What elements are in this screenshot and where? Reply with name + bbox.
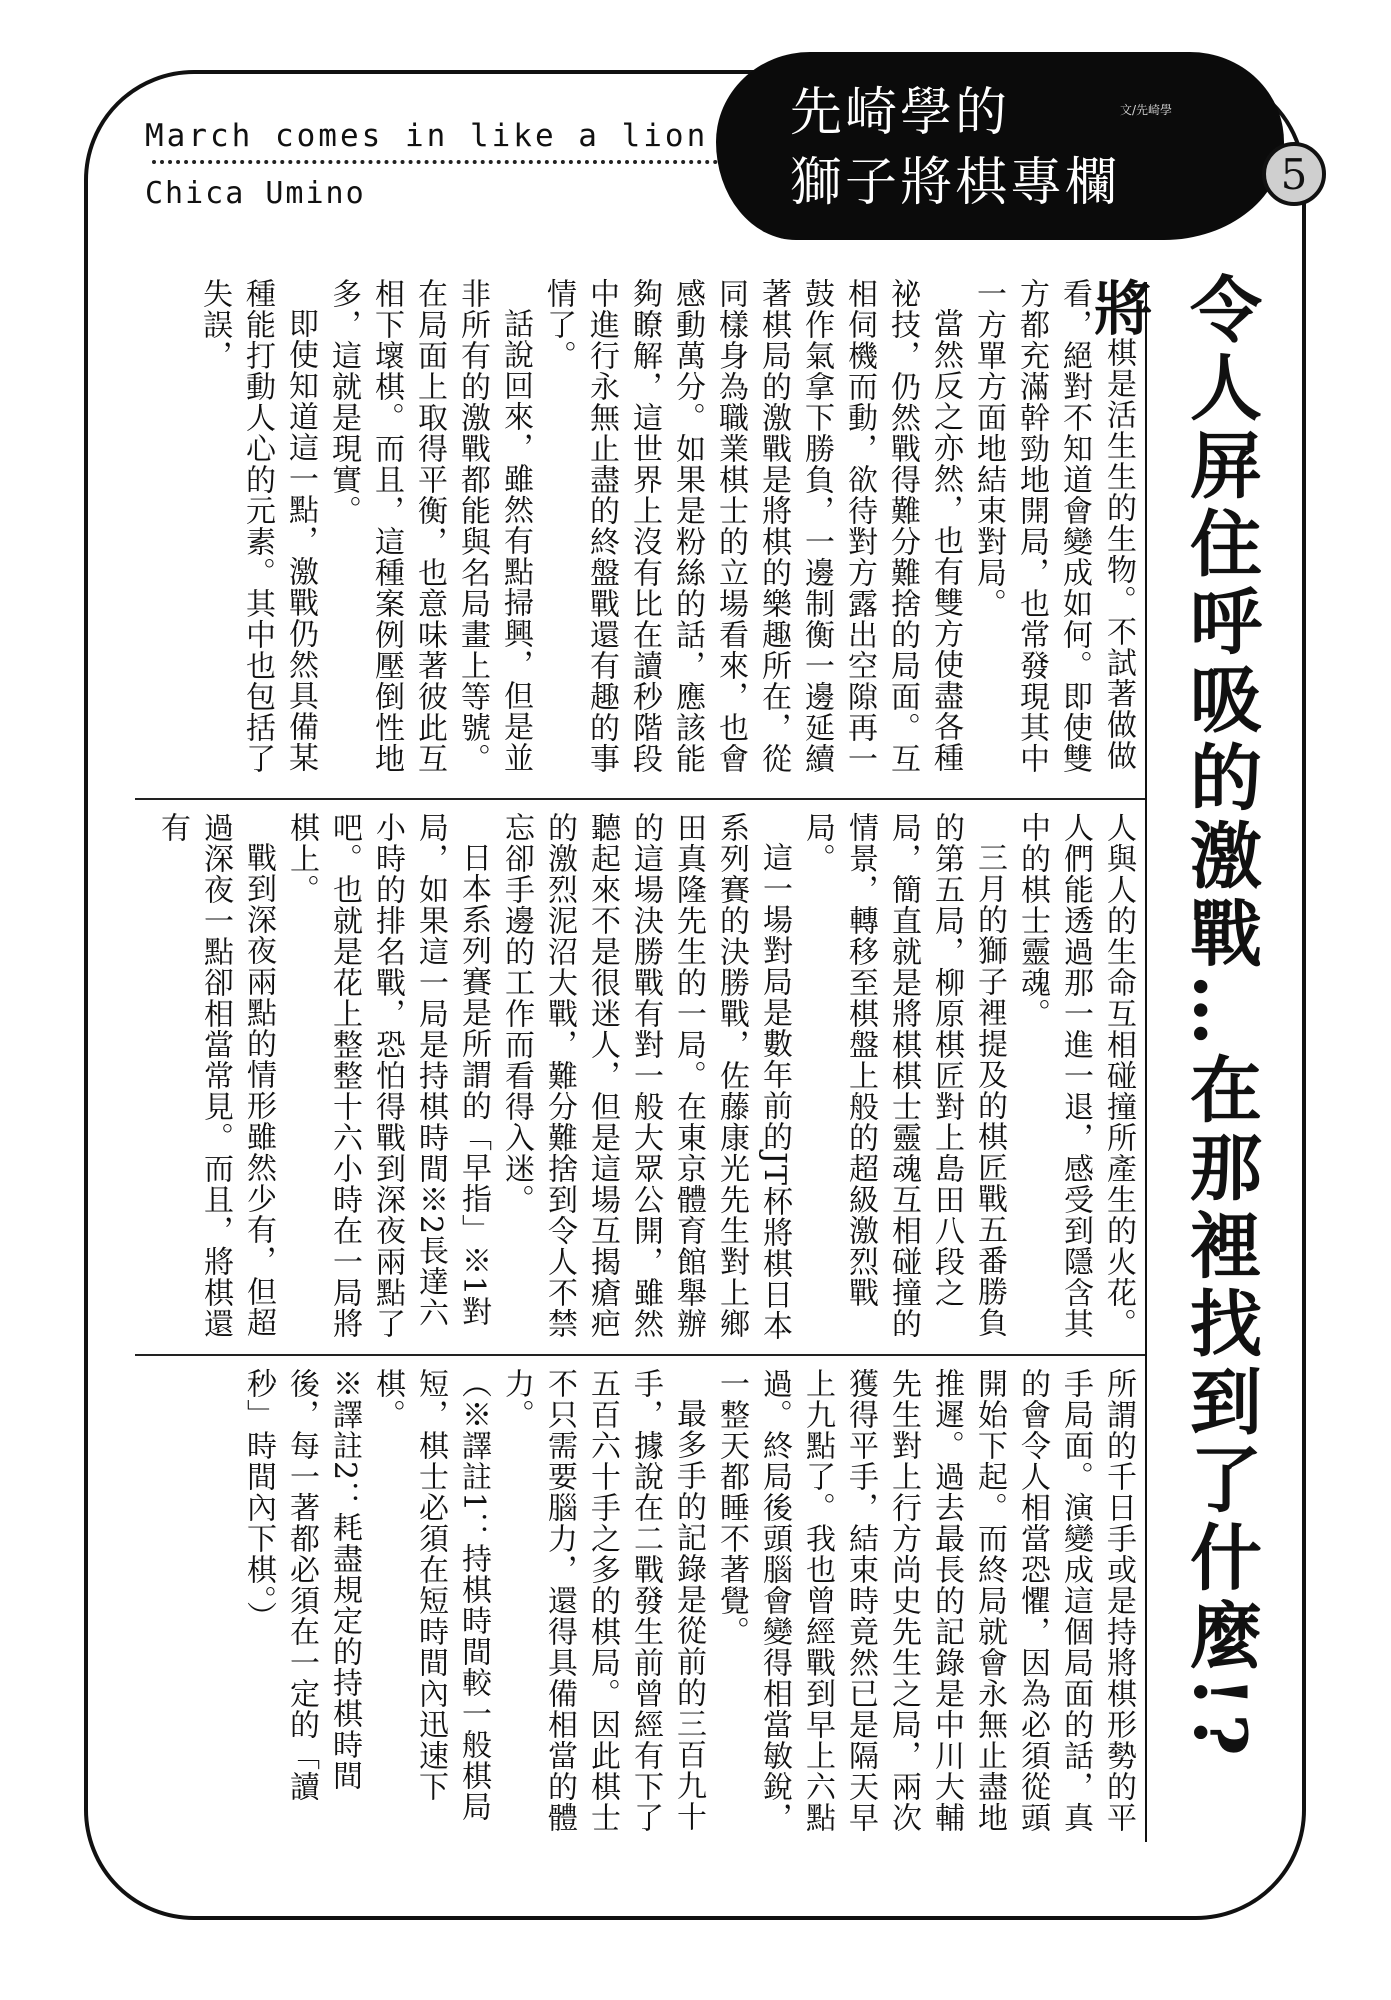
article-section-middle: [148, 812, 1140, 1346]
paragraph: 日本系列賽是所謂的「早指」※1對局，如果這一局是持棋時間※2長達六小時的排名戰，恐怕得戰到深夜兩點了吧。也就是花上整整十六小時在一局將棋上。: [284, 812, 491, 1339]
drop-cap: 將: [1084, 278, 1152, 337]
column-title-line1: 先崎學的: [790, 83, 1011, 143]
paragraph: 即使知道這一點，激戰仍然具備某種能打動人心的元素。其中也包括了失誤，: [197, 278, 318, 774]
paragraph: 戰到深夜兩點的情形雖然少有，但超過深夜一點卻相當常見。而且，將棋還有: [155, 812, 276, 1339]
article-headline: 令人屏住呼吸的激戰…在那裡找到了什麼!?: [1178, 272, 1263, 1762]
column-subtitle: 文/先崎學: [1120, 103, 1173, 117]
paragraph: 當然反之亦然，也有雙方使盡各種祕技，仍然戰得難分難捨的局面。互相伺機而動，欲待對方露出空隙再一鼓作氣拿下勝負，一邊制衡一邊延續著棋局的激戰是將棋的樂趣所在，從同樣身為職業棋士的立場看來，也會感動萬分。如果是粉絲的話，應該能夠瞭解，這世界上沒有比在讀秒階段中進行永無止盡的終盤戰還有趣的事情了。: [541, 278, 963, 774]
headline-divider: [1145, 282, 1147, 1842]
footnote: ※譯註2：耗盡規定的持棋時間後，每一著都必須在一定的「讀秒」時間內下棋。）: [241, 1368, 362, 1802]
column-title: [790, 78, 1120, 218]
article-section-top: [148, 278, 1152, 786]
paragraph: 話說回來，雖然有點掃興，但是並非所有的激戰都能與名局畫上等號。在局面上取得平衡，也意味著彼此互相下壞棋。而且，這種案例壓倒性地多，這就是現實。: [326, 278, 533, 774]
author-name: Chica Umino: [145, 176, 366, 211]
issue-number-badge: 5: [1262, 142, 1326, 206]
paragraph: 三月的獅子裡提及的棋匠戰五番勝負的第五局，柳原棋匠對上島田八段之局，簡直就是將棋棋士靈魂互相碰撞的情景，轉移至棋盤上般的超級激烈戰局。: [800, 812, 1007, 1339]
paragraph: 最多手的記錄是從前的三百九十手，據說在二戰發生前曾經有下了五百六十手之多的棋局。因此棋士不只需要腦力，還得具備相當的體力。: [499, 1368, 706, 1833]
dotted-divider: [152, 160, 742, 164]
section-divider: [135, 798, 1145, 800]
column-title-line2: 獅子將棋專欄: [790, 153, 1121, 213]
paragraph: 這一場對局是數年前的JT杯將棋日本系列賽的決勝戰，佐藤康光先生對上鄉田真隆先生的一局。在東京體育館舉辦的這場決勝戰有對一般大眾公開，雖然聽起來不是很迷人，但是這場互揭瘡疤的激烈泥沼大戰，難分難捨到令人不禁忘卻手邊的工作而看得入迷。: [499, 812, 792, 1342]
paragraph: 所謂的千日手或是持將棋形勢的平手局面。演變成這個局面的話，真的會令人相當恐懼，因為必須從頭開始下起。而終局就會永無止盡地推遲。過去最長的記錄是中川大輔先生對上行方尚史先生之局，兩次獲得平手，結束時竟然已是隔天早上九點了。我也曾經戰到早上六點過。終局後頭腦會變得相當敏銳，一整天都睡不著覺。: [714, 1368, 1136, 1833]
footnote: （※譯註1：持棋時間較一般棋局短，棋士必須在短時間內迅速下棋。: [370, 1368, 491, 1823]
article-section-bottom: [148, 1368, 1140, 1848]
paragraph: 人與人的生命互相碰撞所產生的火花。人們能透過那一進一退，感受到隱含其中的棋士靈魂。: [1015, 812, 1136, 1339]
section-divider: [135, 1354, 1145, 1356]
paragraph: [967, 278, 1152, 786]
series-title: March comes in like a lion: [145, 118, 709, 154]
paragraph-text: 棋是活生生的生物。不試著做做看，絕對不知道會變成如何。即使雙方都充滿幹勁地開局，也常發現其中一方單方面地結束對局。: [971, 278, 1136, 774]
